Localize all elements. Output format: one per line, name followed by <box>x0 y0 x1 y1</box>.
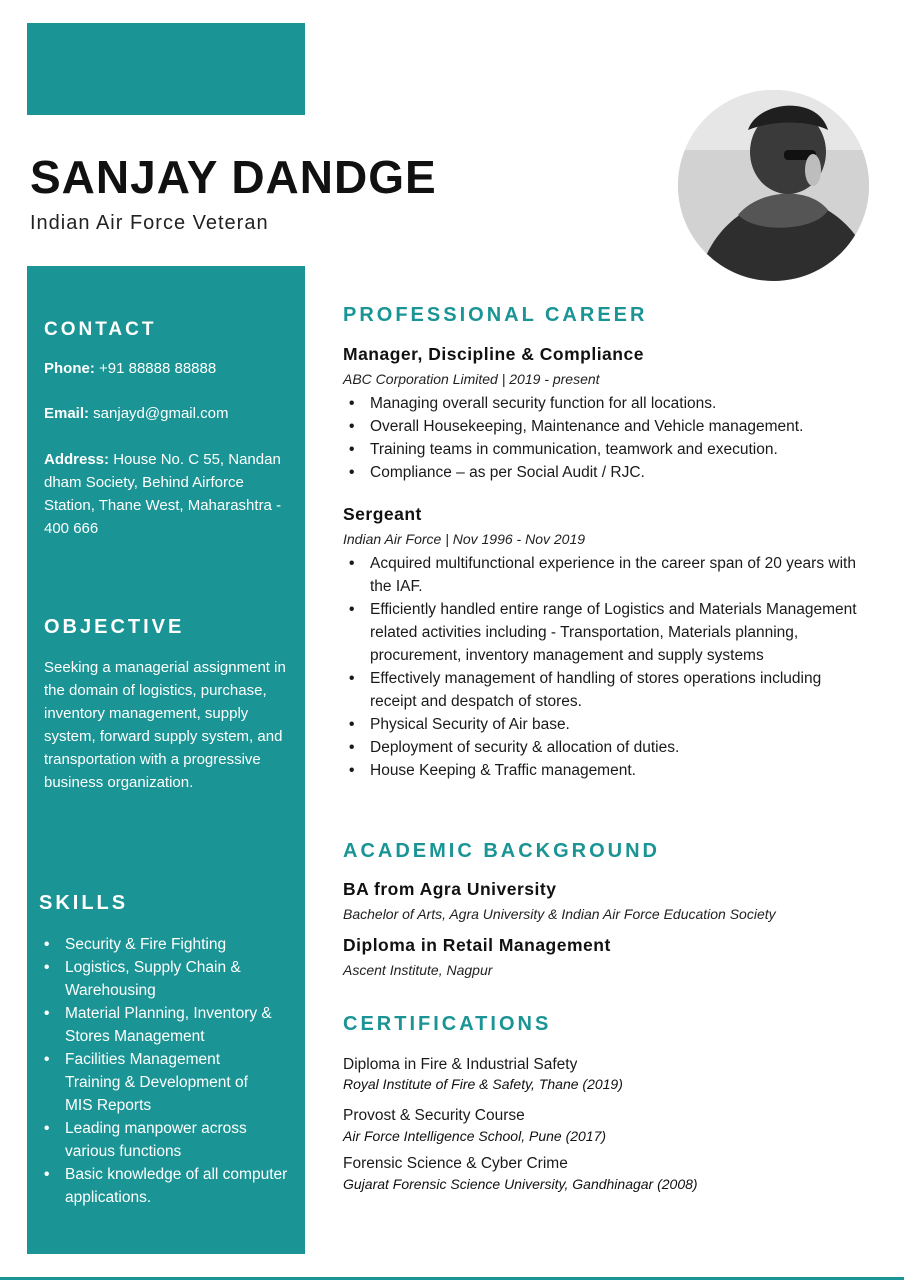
job-bullet: • Physical Security of Air base. <box>343 713 863 736</box>
certification-institute: Royal Institute of Fire & Safety, Thane (2019) <box>343 1076 623 1092</box>
certification-name: Provost & Security Course <box>343 1107 525 1124</box>
address-value: House No. C 55, Nandan dham Society, Behind Airforce Station, Thane West, Maharashtra - 400 666 <box>44 451 282 537</box>
job-bullet: • Compliance – as per Social Audit / RJC. <box>343 461 863 484</box>
job-bullet: • Overall Housekeeping, Maintenance and Vehicle management. <box>343 415 863 438</box>
contact-heading: CONTACT <box>44 319 157 340</box>
job-bullet: • Effectively management of handling of stores operations including receipt and despatch of stores. <box>343 667 863 713</box>
certification-institute: Air Force Intelligence School, Pune (2017) <box>343 1128 607 1144</box>
certification-name: Diploma in Fire & Industrial Safety <box>343 1056 578 1073</box>
contact-address <box>44 448 294 540</box>
certification-name: Forensic Science & Cyber Crime <box>343 1155 568 1172</box>
job-bullet: • Training teams in communication, teamwork and execution. <box>343 438 863 461</box>
candidate-name: SANJAY DANDGE <box>30 151 437 203</box>
job-meta: ABC Corporation Limited | 2019 - present <box>343 371 600 387</box>
job-title: Sergeant <box>343 504 422 524</box>
skill-item: Training & Development of <box>65 1074 248 1091</box>
contact-email <box>44 402 294 425</box>
phone-value: +91 88888 88888 <box>94 360 217 377</box>
sidebar <box>27 266 305 1254</box>
degree-detail: Bachelor of Arts, Agra University & Indian Air Force Education Society <box>343 906 776 922</box>
degree-title: Diploma in Retail Management <box>343 935 611 955</box>
career-heading: PROFESSIONAL CAREER <box>343 304 648 326</box>
skill-item: • Leading manpower across various functions <box>44 1117 294 1163</box>
objective-heading: OBJECTIVE <box>44 616 185 638</box>
email-value: sanjayd@gmail.com <box>89 405 229 422</box>
job-bullet: • Managing overall security function for all locations. <box>343 392 863 415</box>
job-bullet: • House Keeping & Traffic management. <box>343 759 863 782</box>
skills-heading: SKILLS <box>39 892 129 914</box>
job-bullet: • Acquired multifunctional experience in the career span of 20 years with the IAF. <box>343 552 863 598</box>
certification-institute: Gujarat Forensic Science University, Gandhinagar (2008) <box>343 1176 698 1192</box>
skill-item: MIS Reports <box>65 1097 152 1114</box>
phone-label: Phone: <box>44 360 95 377</box>
address-label: Address: <box>44 451 110 468</box>
job-meta: Indian Air Force | Nov 1996 - Nov 2019 <box>343 531 586 547</box>
degree-title: BA from Agra University <box>343 879 557 899</box>
certifications-heading: CERTIFICATIONS <box>343 1013 552 1035</box>
header-accent-block <box>27 23 305 115</box>
degree-detail: Ascent Institute, Nagpur <box>343 962 493 978</box>
objective-text: Seeking a managerial assignment in the domain of logistics, purchase, inventory management, supply system, forward supply system, and transportation with a progressive business organization. <box>44 659 286 791</box>
skill-item: • Facilities Management <box>44 1048 294 1071</box>
academic-heading: ACADEMIC BACKGROUND <box>343 840 660 862</box>
email-label: Email: <box>44 405 90 422</box>
skill-item: • Security & Fire Fighting <box>44 933 294 956</box>
job-bullet: • Deployment of security & allocation of duties. <box>343 736 863 759</box>
contact-phone <box>44 357 294 380</box>
job-bullet: • Efficiently handled entire range of Logistics and Materials Management related activities including - Transportation, Materials planning, procurement, inventory management and supply systems <box>343 598 863 667</box>
job-bullets <box>343 392 863 484</box>
skill-item: • Basic knowledge of all computer applications. <box>44 1163 294 1209</box>
job-title: Manager, Discipline & Compliance <box>343 344 644 364</box>
skills-list <box>44 933 294 1209</box>
job-bullets <box>343 552 863 782</box>
profile-photo <box>678 90 869 281</box>
skill-item: • Material Planning, Inventory & Stores Management <box>44 1002 294 1048</box>
skill-item: • Logistics, Supply Chain & Warehousing <box>44 956 294 1002</box>
candidate-subtitle: Indian Air Force Veteran <box>30 212 269 234</box>
